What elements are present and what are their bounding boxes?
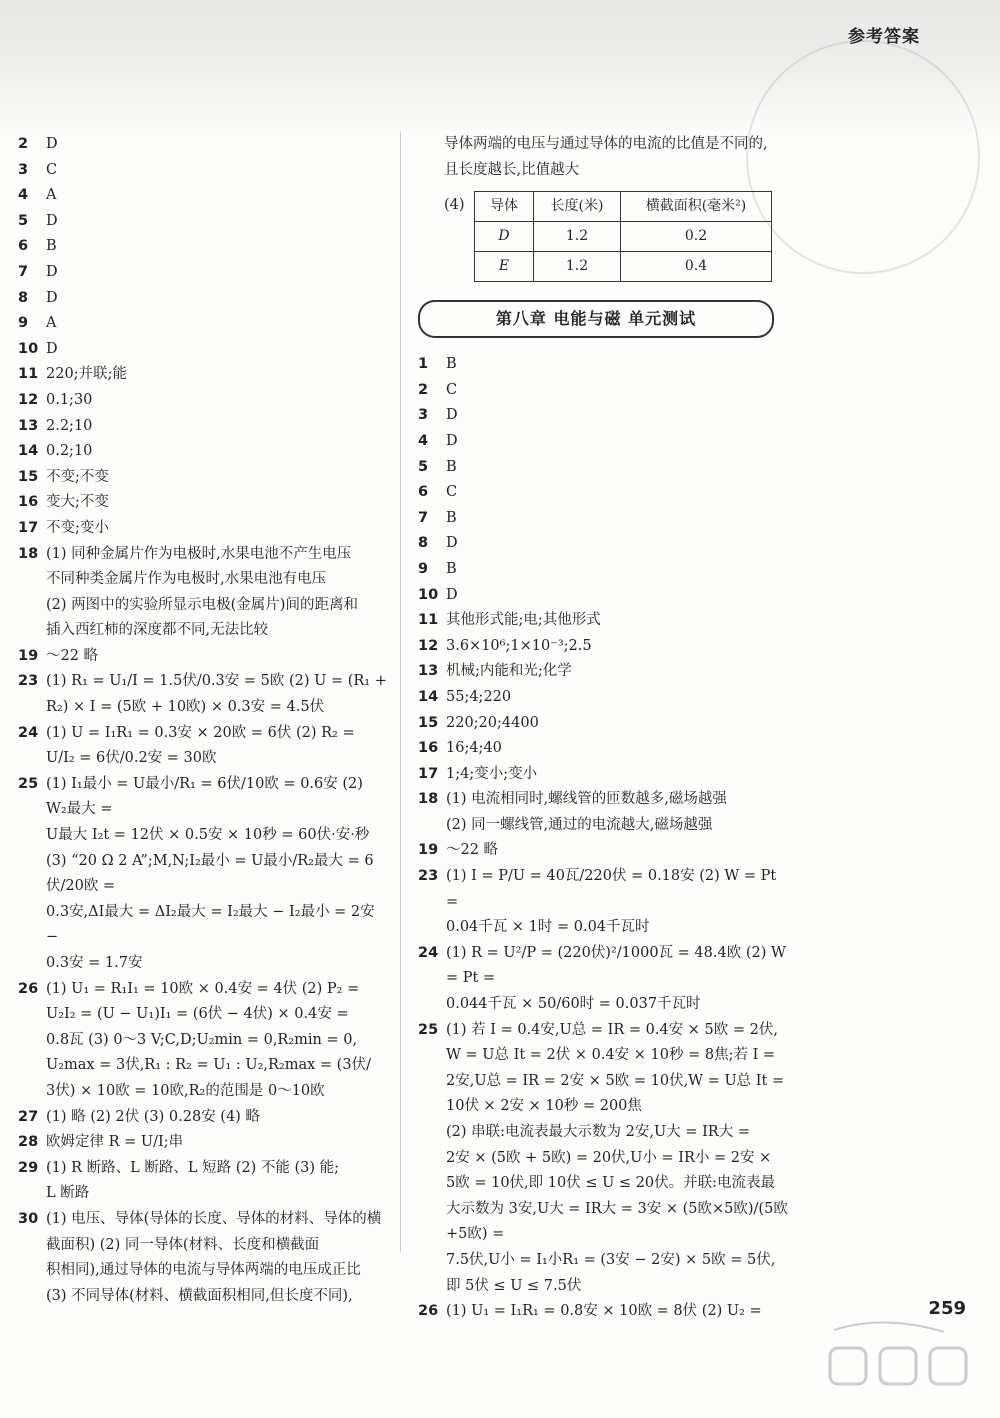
answer-text: 1;4;变小;变小 <box>446 765 538 782</box>
answer-text: 不变;变小 <box>46 519 109 536</box>
answer-text: (1) 同种金属片作为电极时,水果电池不产生电压 不同种类金属片作为电极时,水果电池有电压 (2) 两图中的实验所显示电极(金属片)间的距离和 插入西红柿的深度都不同,无法比较 <box>46 545 358 639</box>
left-column <box>18 132 388 1309</box>
table-cell: 1.2 <box>534 252 621 282</box>
answer-number: 27 <box>18 1108 39 1125</box>
page-number: 259 <box>928 1298 966 1319</box>
answer-item <box>418 480 788 506</box>
answer-number: 5 <box>418 458 429 475</box>
answer-number: 19 <box>418 842 439 859</box>
table-header-cell: 横截面积(毫米²) <box>621 192 772 222</box>
answer-item <box>18 721 388 772</box>
table-cell: 1.2 <box>534 222 621 252</box>
answer-number: 3 <box>18 161 29 178</box>
answer-text: 3.6×10⁶;1×10⁻³;2.5 <box>446 637 592 654</box>
table-row <box>475 222 772 252</box>
answer-text: A <box>46 315 57 332</box>
answer-item <box>418 531 788 557</box>
mxqe-watermark-icon <box>824 1318 974 1408</box>
answer-number: 8 <box>18 289 29 306</box>
answer-item <box>18 311 388 337</box>
answer-text: 欧姆定律 R = U/I;串 <box>46 1134 184 1151</box>
answer-text: ～22 略 <box>46 647 99 664</box>
answer-item <box>18 1130 388 1156</box>
answer-number: 7 <box>418 509 429 526</box>
answer-number: 14 <box>418 688 439 705</box>
answer-number: 25 <box>418 1021 439 1038</box>
answer-text: C <box>446 484 458 501</box>
answer-item <box>18 669 388 720</box>
answer-number: 2 <box>418 381 429 398</box>
answer-text: 16;4;40 <box>446 740 502 757</box>
answer-number: 16 <box>418 740 439 757</box>
answer-item <box>18 234 388 260</box>
answer-text: D <box>46 340 58 357</box>
answer-text: (1) I = P/U = 40瓦/220伏 = 0.18安 (2) W = Pt = 0.04千瓦 × 1时 = 0.04千瓦时 <box>446 868 777 936</box>
answer-text: (1) U = I₁R₁ = 0.3安 × 20欧 = 6伏 (2) R₂ = U/I₂ = 6伏/0.2安 = 30欧 <box>46 724 355 767</box>
answer-number: 3 <box>418 407 429 424</box>
answer-text: (1) 电流相同时,螺线管的匝数越多,磁场越强 (2) 同一螺线管,通过的电流越大,磁场越强 <box>446 791 727 833</box>
answer-item <box>18 1105 388 1131</box>
answer-item <box>18 977 388 1105</box>
answer-text: 机械;内能和光;化学 <box>446 663 572 680</box>
answer-number: 5 <box>18 212 29 229</box>
answer-number: 23 <box>418 868 439 885</box>
answer-item <box>418 506 788 532</box>
answer-item <box>418 685 788 711</box>
answer-item <box>418 762 788 788</box>
answer-item <box>18 183 388 209</box>
answer-number: 16 <box>18 494 39 511</box>
answer-number: 9 <box>418 560 429 577</box>
table-cell: 0.4 <box>621 252 772 282</box>
answer-text: 0.2;10 <box>46 443 93 460</box>
answer-text: (1) U₁ = I₁R₁ = 0.8安 × 10欧 = 8伏 (2) U₂ = <box>446 1303 762 1320</box>
answer-item <box>418 659 788 685</box>
answer-text: C <box>446 381 458 398</box>
answer-text: D <box>446 407 458 424</box>
answer-item <box>418 1018 788 1300</box>
answer-item <box>18 542 388 644</box>
right-column <box>418 132 788 1325</box>
answer-number: 7 <box>18 263 29 280</box>
answer-item <box>18 414 388 440</box>
answer-item <box>18 286 388 312</box>
answer-text: B <box>446 509 457 526</box>
answer-number: 29 <box>18 1159 39 1176</box>
chapter-title-banner: 第八章 电能与磁 单元测试 <box>418 300 774 338</box>
answer-item <box>18 516 388 542</box>
answer-number: 26 <box>18 980 39 997</box>
answer-item <box>18 644 388 670</box>
answer-number: 19 <box>18 647 39 664</box>
answer-number: 23 <box>18 673 39 690</box>
answer-item <box>18 465 388 491</box>
answer-text: (1) 若 I = 0.4安,U总 = IR = 0.4安 × 5欧 = 2伏, W = U总 It = 2伏 × 0.4安 × 10秒 = 8焦;若 I = 2安,U总 = IR = 2安 × 5欧 = 10伏,W = U总 It = 10伏 × 2安 × 10秒 = 200焦 (2) 串联:电流表最大示数为 2安,U大 = IR大 = 2安 × (5欧 + 5欧) = 20伏,U小 = IR小 = 2安 × 5欧 = 10伏,即 10伏 ≤ U ≤ 20伏。并联:电流表最 大示数为 3安,U大 = IR大 = 3安 × (5欧×5欧)/(5欧+5欧) = 7.5伏,U小 = I₁小R₁ = (3安 − 2安) × 5欧 = 5伏, 即 5伏 ≤ U ≤ 7.5伏 <box>446 1021 788 1294</box>
answer-item <box>18 132 388 158</box>
answer-item <box>418 429 788 455</box>
answer-30-table-block <box>418 191 788 282</box>
answer-text: 2.2;10 <box>46 417 93 434</box>
answer-number: 13 <box>18 417 39 434</box>
answer-number: 12 <box>418 637 439 654</box>
answer-text: A <box>46 187 57 204</box>
answer-number: 11 <box>418 612 439 629</box>
right-answer-list <box>418 352 788 1325</box>
table-header-row <box>475 192 772 222</box>
answer-text: D <box>46 212 58 229</box>
answer-number: 26 <box>418 1303 439 1320</box>
answer-number: 15 <box>418 714 439 731</box>
answer-item <box>418 352 788 378</box>
answer-number: 25 <box>18 775 39 792</box>
answer-text: D <box>446 586 458 603</box>
answer-text: 其他形式能;电;其他形式 <box>446 612 601 629</box>
table-cell: D <box>475 222 534 252</box>
page-header-title: 参考答案 <box>848 27 920 47</box>
answer-text: 220;并联;能 <box>46 366 127 383</box>
table-row <box>475 252 772 282</box>
answer-number: 24 <box>18 724 39 741</box>
answer-number: 2 <box>18 136 29 152</box>
table-header-cell: 导体 <box>475 192 534 222</box>
answer-number: 13 <box>418 663 439 680</box>
answer-number: 8 <box>418 535 429 552</box>
column-divider <box>400 132 401 1252</box>
answer-item <box>18 158 388 184</box>
answer-number: 6 <box>418 484 429 501</box>
answer-number: 18 <box>18 545 39 562</box>
answer-number: 6 <box>18 238 29 255</box>
table-header-cell: 长度(米) <box>534 192 621 222</box>
answer-item <box>18 1156 388 1207</box>
answer-text: (1) R₁ = U₁/I = 1.5伏/0.3安 = 5欧 (2) U = (R₁ + R₂) × I = (5欧 + 10欧) × 0.3安 = 4.5伏 <box>46 673 387 716</box>
answer-number: 4 <box>418 432 429 449</box>
answer-item <box>18 209 388 235</box>
answer-number: 15 <box>18 468 39 485</box>
answer-text: D <box>446 432 458 449</box>
answer-text: B <box>46 238 57 255</box>
answer-number: 17 <box>418 765 439 782</box>
answer-number: 17 <box>18 519 39 536</box>
answer-item <box>418 378 788 404</box>
table-cell: 0.2 <box>621 222 772 252</box>
answer-number: 10 <box>418 586 439 603</box>
answer-number: 1 <box>418 356 429 373</box>
answer-text: D <box>46 263 58 280</box>
answer-text: D <box>446 535 458 552</box>
answer-item <box>18 490 388 516</box>
answer-number: 24 <box>418 944 439 961</box>
answer-item <box>418 634 788 660</box>
conductor-table <box>474 191 772 282</box>
answer-text: (1) I₁最小 = U最小/R₁ = 6伏/10欧 = 0.6安 (2) W₂最大 = U最大 I₂t = 12伏 × 0.5安 × 10秒 = 60伏·安·秒 (3) “20 Ω 2 A”;M,N;I₂最小 = U最小/R₂最大 = 6伏/20欧 = 0.3安,ΔI最大 = ΔI₂最大 = I₂最大 − I₂最小 = 2安 − 0.3安 = 1.7安 <box>46 775 375 971</box>
answer-number: 28 <box>18 1134 39 1151</box>
answer-text: 0.1;30 <box>46 391 93 408</box>
answer-item <box>418 455 788 481</box>
answer-text: C <box>46 161 58 178</box>
answer-text: B <box>446 458 457 475</box>
answer-text: B <box>446 356 457 373</box>
answer-item <box>18 362 388 388</box>
answer-item <box>418 608 788 634</box>
table-cell: E <box>475 252 534 282</box>
answer-text: (1) 略 (2) 2伏 (3) 0.28安 (4) 略 <box>46 1108 260 1125</box>
answer-text: ～22 略 <box>446 842 499 859</box>
answer-item <box>18 439 388 465</box>
answer-item <box>418 864 788 941</box>
answer-item <box>418 403 788 429</box>
answer-text: 变大;不变 <box>46 494 109 511</box>
answer-number: 4 <box>18 187 29 204</box>
answer-item <box>418 583 788 609</box>
answer-text: (1) 电压、导体(导体的长度、导体的材料、导体的横 截面积) (2) 同一导体(材料、长度和横截面 积相同),通过导体的电流与导体两端的电压成正比 (3) 不同导体(材料、横截面积相同,但长度不同), <box>46 1210 382 1304</box>
answer-number: 30 <box>18 1210 39 1227</box>
continued-answer-30: 导体两端的电压与通过导体的电流的比值是不同的, 且长度越长,比值越大 <box>444 136 768 178</box>
answer-item <box>18 1207 388 1309</box>
answer-text: (1) R 断路、L 断路、L 短路 (2) 不能 (3) 能; L 断路 <box>46 1159 340 1202</box>
answer-text: D <box>46 136 58 152</box>
answer-number: 18 <box>418 791 439 808</box>
answer-text: 不变;不变 <box>46 468 109 485</box>
answer-number: 9 <box>18 315 29 332</box>
answer-item <box>18 337 388 363</box>
answer-number: 12 <box>18 391 39 408</box>
answer-text: 220;20;4400 <box>446 714 539 731</box>
answer-item <box>418 736 788 762</box>
answer-item <box>418 711 788 737</box>
answer-item <box>18 260 388 286</box>
answer-item <box>418 941 788 1018</box>
table-label: (4) <box>444 197 465 214</box>
answer-text: (1) U₁ = R₁I₁ = 10欧 × 0.4安 = 4伏 (2) P₂ = U₂I₂ = (U − U₁)I₁ = (6伏 − 4伏) × 0.4安 = 0.8瓦 (3) 0～3 V;C,D;U₂min = 0,R₂min = 0, U₂max = 3伏,R₁ : R₂ = U₁ : U₂,R₂max = (3伏/ 3伏) × 10欧 = 10欧,R₂的范围是 0～10欧 <box>46 980 371 1099</box>
answer-item <box>18 388 388 414</box>
answer-item <box>418 557 788 583</box>
answer-item <box>418 1299 788 1325</box>
answer-text: 55;4;220 <box>446 688 512 705</box>
answer-number: 10 <box>18 340 39 357</box>
answer-item <box>418 838 788 864</box>
answer-number: 14 <box>18 443 39 460</box>
answer-text: B <box>446 560 457 577</box>
answer-text: D <box>46 289 58 306</box>
answer-text: (1) R = U²/P = (220伏)²/1000瓦 = 48.4欧 (2) W = Pt = 0.044千瓦 × 50/60时 = 0.037千瓦时 <box>446 944 786 1013</box>
answer-item <box>418 787 788 838</box>
answer-item <box>18 772 388 977</box>
answer-number: 11 <box>18 366 39 383</box>
